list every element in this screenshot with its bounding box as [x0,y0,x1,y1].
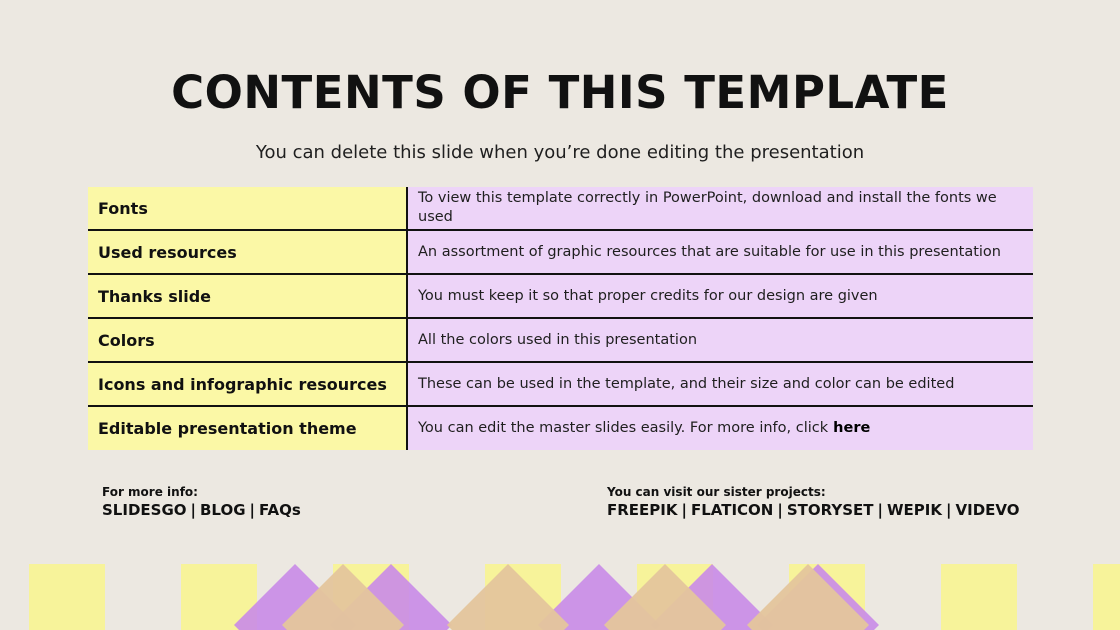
row-description [408,407,1033,450]
footer-more-info-links [102,501,301,519]
row-label: Used resources [88,231,408,273]
freepik-link[interactable]: FREEPIK [607,501,678,519]
row-description: These can be used in the template, and their size and color can be edited [408,363,1033,405]
decorative-shapes [0,560,1120,630]
wepik-link[interactable]: WEPIK [887,501,943,519]
separator: | [249,501,256,519]
storyset-link[interactable]: STORYSET [786,501,874,519]
row-label: Icons and infographic resources [88,363,408,405]
row-description-text: You can edit the master slides easily. For more info, click [418,420,829,436]
slide-subtitle: You can delete this slide when you’re done editing the presentation [255,142,865,163]
table-row [88,319,1033,363]
contents-table [88,187,1033,450]
yellow-square-shape [941,564,1017,630]
flaticon-link[interactable]: FLATICON [690,501,774,519]
row-label: Fonts [88,187,408,229]
yellow-square-shape [1093,564,1120,630]
table-row [88,187,1033,231]
row-description: To view this template correctly in PowerPoint, download and install the fonts we used [408,187,1033,229]
separator: | [777,501,783,519]
separator: | [681,501,687,519]
slide-title: CONTENTS OF THIS TEMPLATE [171,66,949,119]
faqs-link[interactable]: FAQs [259,501,301,519]
footer-sister-projects [607,485,1019,519]
footer-more-info-label: For more info: [102,485,198,499]
separator: | [877,501,884,519]
yellow-square-shape [29,564,105,630]
row-description: You must keep it so that proper credits for our design are given [408,275,1033,317]
row-description: All the colors used in this presentation [408,319,1033,361]
slidesgo-link[interactable]: SLIDESGO [102,501,187,519]
row-label: Editable presentation theme [88,407,408,450]
videvo-link[interactable]: VIDEVO [955,501,1020,519]
table-row [88,407,1033,450]
footer-sister-projects-links [607,501,1019,519]
blog-link[interactable]: BLOG [200,501,246,519]
table-row [88,275,1033,319]
footer-sister-projects-label: You can visit our sister projects: [607,485,826,499]
row-label: Colors [88,319,408,361]
separator: | [946,501,952,519]
table-row [88,363,1033,407]
footer-more-info [102,485,301,519]
table-row [88,231,1033,275]
here-link[interactable]: here [833,420,871,436]
separator: | [190,501,196,519]
row-label: Thanks slide [88,275,408,317]
row-description: An assortment of graphic resources that are suitable for use in this presentation [408,231,1033,273]
